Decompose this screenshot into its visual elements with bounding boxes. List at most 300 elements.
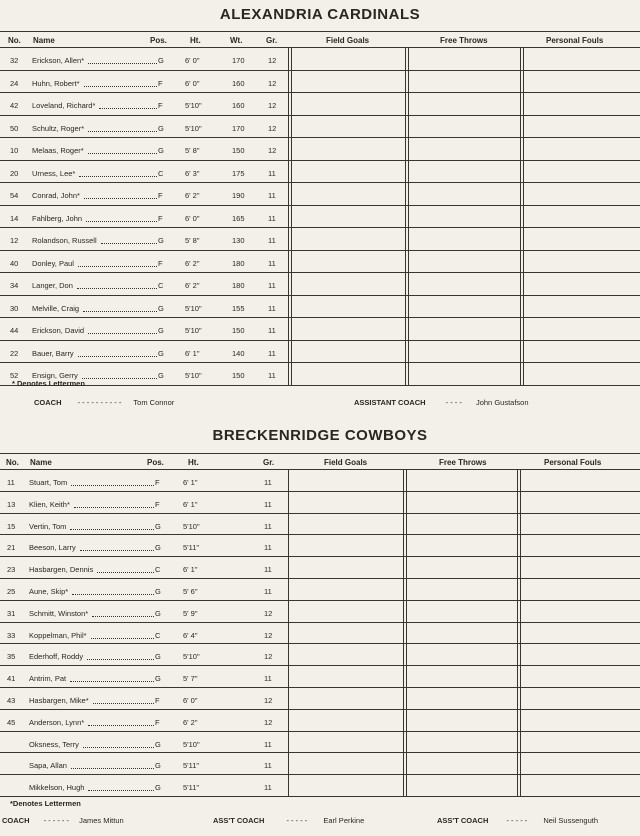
header-name: Name [33, 36, 55, 45]
coach-label: COACH [34, 398, 62, 407]
player-number: 13 [7, 499, 16, 509]
leader-underscores [72, 594, 154, 595]
column-divider [291, 93, 292, 116]
player-position: G [158, 123, 164, 133]
column-divider [520, 753, 521, 775]
player-height: 6' 2" [185, 191, 200, 200]
column-divider [291, 228, 292, 251]
player-position: F [155, 478, 160, 487]
table-row [0, 688, 640, 710]
player-position: G [155, 761, 161, 771]
lettermen-note-breckenridge: *Denotes Lettermen [10, 799, 81, 808]
column-divider [406, 666, 407, 688]
column-divider [288, 644, 289, 666]
player-position: F [155, 695, 160, 705]
table-row [0, 183, 640, 206]
player-grade: 12 [264, 652, 273, 662]
leader-underscores [97, 572, 154, 573]
player-weight: 170 [232, 123, 245, 133]
header-free-throws: Free Throws [440, 36, 488, 45]
player-height: 5'10" [183, 652, 200, 662]
column-divider [520, 363, 521, 386]
player-name: Erickson, Allen* [32, 56, 85, 65]
player-grade: 12 [268, 123, 277, 133]
leader-underscores [92, 616, 154, 617]
column-divider [517, 753, 518, 775]
player-name: Koppelman, Phil* [29, 630, 87, 640]
alexandria-player-rows [0, 48, 640, 386]
column-divider [405, 228, 406, 251]
player-height: 5' 8" [185, 236, 200, 245]
player-height: 5'10" [185, 101, 202, 110]
leader-underscores [86, 221, 157, 222]
column-divider [520, 644, 521, 666]
player-number: 50 [10, 123, 19, 133]
column-divider [408, 138, 409, 161]
column-divider [517, 732, 518, 754]
player-position: G [155, 521, 161, 531]
column-divider [517, 666, 518, 688]
player-position: F [158, 213, 163, 223]
player-position: G [158, 146, 164, 155]
leader-underscores [77, 288, 157, 289]
player-name: Klien, Keith* [29, 499, 70, 509]
table-row [0, 363, 640, 386]
player-height: 6' 2" [185, 258, 200, 268]
player-number: 43 [7, 695, 16, 705]
player-name: Langer, Don [32, 281, 73, 290]
column-divider [520, 206, 521, 229]
column-divider [408, 318, 409, 341]
player-position: G [158, 303, 164, 313]
column-divider [291, 341, 292, 364]
table-row [0, 601, 640, 623]
column-divider [520, 296, 521, 319]
player-grade: 11 [264, 565, 272, 575]
player-grade: 12 [264, 608, 273, 618]
column-divider [291, 363, 292, 386]
column-divider [520, 161, 521, 184]
column-divider [288, 601, 289, 623]
player-position: C [158, 168, 164, 178]
column-divider [408, 48, 409, 71]
column-divider [517, 623, 518, 645]
column-divider [288, 492, 289, 514]
player-height: 5' 9" [183, 608, 198, 618]
player-height: 5' 7" [183, 674, 198, 684]
column-divider [288, 623, 289, 645]
column-divider [405, 273, 406, 296]
header-ht: Ht. [190, 36, 201, 45]
player-name: Beeson, Larry [29, 543, 76, 553]
column-divider [291, 138, 292, 161]
leader-underscores [79, 176, 157, 177]
player-grade: 11 [268, 191, 276, 200]
player-height: 5' 8" [185, 146, 200, 155]
breckenridge-roster-table [0, 455, 640, 797]
column-divider [520, 341, 521, 364]
column-divider [520, 535, 521, 557]
column-divider [517, 492, 518, 514]
column-divider [520, 251, 521, 274]
player-height: 5'10" [185, 326, 202, 335]
column-divider [403, 732, 404, 754]
player-name: Antrim, Pat [29, 674, 67, 684]
column-divider [291, 206, 292, 229]
column-divider [517, 579, 518, 601]
column-divider [405, 318, 406, 341]
column-divider [520, 688, 521, 710]
column-divider [408, 206, 409, 229]
player-name: Schmitt, Winston* [29, 608, 89, 618]
player-grade: 12 [268, 146, 277, 155]
coach-label-2: COACH [2, 816, 30, 825]
player-height: 6' 1" [183, 478, 198, 487]
column-divider [523, 138, 524, 161]
player-height: 6' 3" [185, 168, 200, 178]
column-divider [291, 251, 292, 274]
column-divider [291, 161, 292, 184]
player-weight: 160 [232, 101, 245, 110]
column-divider [288, 363, 289, 386]
column-divider [288, 228, 289, 251]
player-number: 25 [7, 586, 16, 596]
column-divider [520, 579, 521, 601]
column-divider [520, 666, 521, 688]
alexandria-roster-table [0, 33, 640, 386]
header-free-throws-2: Free Throws [439, 458, 487, 467]
team-title-breckenridge: BRECKENRIDGE COWBOYS [212, 427, 428, 444]
player-height: 6' 0" [185, 56, 200, 65]
player-name: Melville, Craig [32, 303, 80, 313]
column-divider [408, 93, 409, 116]
column-divider [288, 775, 289, 797]
column-divider [523, 273, 524, 296]
player-grade: 12 [264, 630, 273, 640]
column-divider [288, 93, 289, 116]
player-grade: 11 [264, 739, 272, 749]
column-divider [288, 579, 289, 601]
table-row [0, 557, 640, 579]
header-personal-fouls: Personal Fouls [546, 36, 604, 45]
player-position: C [158, 281, 164, 290]
column-divider [523, 93, 524, 116]
player-name: Huhn, Robert* [32, 78, 80, 88]
header-top-rule [0, 31, 640, 32]
player-number: 52 [10, 371, 19, 380]
column-divider [520, 732, 521, 754]
player-name: Anderson, Lynn* [29, 717, 85, 727]
column-divider [288, 71, 289, 94]
table-row [0, 341, 640, 364]
column-divider [523, 71, 524, 94]
player-weight: 165 [232, 213, 245, 223]
leader-underscores [88, 131, 157, 132]
player-position: C [155, 630, 161, 640]
column-divider [517, 514, 518, 536]
column-divider [517, 557, 518, 579]
column-divider [517, 470, 518, 492]
column-divider [405, 296, 406, 319]
player-position: G [155, 739, 161, 749]
leader-underscores [99, 108, 157, 109]
leader-underscores [74, 507, 154, 508]
player-grade: 11 [268, 371, 276, 380]
player-number: 10 [10, 146, 19, 155]
column-divider [517, 535, 518, 557]
player-grade: 11 [264, 478, 272, 487]
player-height: 6' 4" [183, 630, 198, 640]
column-divider [291, 71, 292, 94]
player-weight: 180 [232, 258, 245, 268]
player-name: Loveland, Richard* [32, 101, 96, 110]
header-name-2: Name [30, 458, 52, 467]
player-position: G [155, 652, 161, 662]
header-no-2: No. [6, 458, 19, 467]
column-divider [403, 688, 404, 710]
column-divider [520, 775, 521, 797]
roster-header-2 [0, 455, 640, 469]
player-grade: 11 [264, 521, 272, 531]
column-divider [520, 138, 521, 161]
player-position: G [158, 56, 164, 65]
column-divider [403, 579, 404, 601]
table-row [0, 273, 640, 296]
header-gr: Gr. [266, 36, 278, 45]
column-divider [408, 363, 409, 386]
player-weight: 150 [232, 326, 245, 335]
leader-underscores [78, 266, 157, 267]
player-number: 40 [10, 258, 19, 268]
player-name: Ensign, Gerry [32, 371, 78, 380]
leader-underscores [82, 378, 157, 379]
player-height: 5'11" [183, 761, 200, 771]
player-name: Oksness, Terry [29, 739, 79, 749]
leader-underscores [70, 529, 154, 530]
player-grade: 11 [268, 326, 276, 335]
breckenridge-asst-coach-line-2 [437, 816, 598, 825]
column-divider [288, 138, 289, 161]
column-divider [406, 557, 407, 579]
table-row [0, 318, 640, 341]
breckenridge-coach-line [2, 816, 124, 825]
table-row [0, 251, 640, 274]
column-divider [408, 341, 409, 364]
player-height: 5'10" [183, 739, 200, 749]
column-divider [520, 557, 521, 579]
player-number: 22 [10, 348, 19, 358]
asst-coach-dashes-2: - - - - - [506, 816, 528, 825]
column-divider [406, 644, 407, 666]
column-divider [406, 732, 407, 754]
player-weight: 190 [232, 191, 245, 200]
player-name: Rolandson, Russell [32, 236, 97, 245]
player-name: Aune, Skip* [29, 586, 69, 596]
header-wt: Wt. [230, 36, 243, 45]
column-divider [523, 251, 524, 274]
player-number: 24 [10, 78, 19, 88]
player-position: G [155, 586, 161, 596]
player-name: Hasbargen, Dennis [29, 565, 94, 575]
column-divider [291, 273, 292, 296]
player-height: 6' 2" [185, 281, 200, 290]
player-position: F [155, 499, 160, 509]
column-divider [406, 470, 407, 492]
player-position: G [155, 608, 161, 618]
table-row [0, 732, 640, 754]
column-divider [288, 116, 289, 139]
player-name: Bauer, Barry [32, 348, 74, 358]
column-divider [520, 93, 521, 116]
header-personal-fouls-2: Personal Fouls [544, 458, 602, 467]
column-divider [408, 116, 409, 139]
player-height: 6' 0" [185, 213, 200, 223]
column-divider [520, 71, 521, 94]
column-divider [517, 775, 518, 797]
column-divider [288, 318, 289, 341]
column-divider [517, 688, 518, 710]
breckenridge-asst-coach-line-1 [213, 816, 364, 825]
player-number: 35 [7, 652, 16, 662]
player-position: G [158, 236, 164, 245]
player-number: 34 [10, 281, 19, 290]
player-name: Ederhoff, Roddy [29, 652, 84, 662]
column-divider [523, 228, 524, 251]
lettermen-note-alexandria: * Denotes Lettermen [12, 379, 85, 388]
column-divider [520, 710, 521, 732]
leader-underscores [88, 790, 154, 791]
column-divider [403, 557, 404, 579]
column-divider [288, 183, 289, 206]
player-grade: 11 [264, 586, 272, 596]
column-divider [520, 601, 521, 623]
column-divider [405, 161, 406, 184]
table-row [0, 206, 640, 229]
coach-name-2: James Mittun [79, 816, 124, 825]
column-divider [523, 318, 524, 341]
header-pos-2: Pos. [147, 458, 164, 467]
player-position: F [158, 191, 163, 200]
leader-underscores [88, 725, 154, 726]
table-row [0, 296, 640, 319]
player-position: F [158, 101, 163, 110]
column-divider [520, 273, 521, 296]
column-divider [403, 601, 404, 623]
column-divider [520, 228, 521, 251]
player-number: 45 [7, 717, 16, 727]
player-position: F [158, 258, 163, 268]
player-grade: 11 [264, 761, 272, 771]
column-divider [405, 206, 406, 229]
player-position: G [155, 783, 161, 793]
player-height: 6' 0" [183, 695, 198, 705]
assistant-coach-dashes: - - - - [445, 398, 462, 407]
player-grade: 11 [268, 348, 276, 358]
leader-underscores [83, 747, 154, 748]
player-number: 15 [7, 521, 16, 531]
leader-underscores [71, 485, 154, 486]
column-divider [408, 183, 409, 206]
player-name: Vertin, Tom [29, 521, 67, 531]
column-divider [408, 296, 409, 319]
asst-coach-label-1: ASS'T COACH [213, 816, 265, 825]
table-row [0, 623, 640, 645]
player-weight: 150 [232, 146, 245, 155]
table-row [0, 93, 640, 116]
player-position: F [158, 78, 163, 88]
player-weight: 175 [232, 168, 245, 178]
column-divider [288, 341, 289, 364]
asst-coach-name-2: Neil Sussenguth [543, 816, 599, 825]
player-height: 6' 1" [185, 348, 200, 358]
player-grade: 11 [268, 303, 276, 313]
column-divider [403, 644, 404, 666]
column-divider [403, 775, 404, 797]
player-height: 5'10" [185, 371, 202, 380]
header-field-goals-2: Field Goals [324, 458, 368, 467]
column-divider [288, 514, 289, 536]
leader-underscores [88, 63, 157, 64]
roster-header [0, 33, 640, 47]
player-weight: 160 [232, 78, 245, 88]
coach-name: Tom Connor [133, 398, 175, 407]
column-divider [291, 116, 292, 139]
alexandria-assistant-coach-line [354, 398, 529, 407]
player-position: G [155, 543, 161, 553]
column-divider [291, 48, 292, 71]
table-row [0, 666, 640, 688]
player-weight: 140 [232, 348, 245, 358]
column-divider [408, 251, 409, 274]
table-row [0, 775, 640, 797]
player-weight: 180 [232, 281, 245, 290]
column-divider [288, 666, 289, 688]
player-number: 44 [10, 326, 19, 335]
player-height: 5'10" [185, 303, 202, 313]
column-divider [288, 688, 289, 710]
player-position: C [155, 565, 161, 575]
player-weight: 155 [232, 303, 245, 313]
player-height: 6' 2" [183, 717, 198, 727]
header-gr-2: Gr. [263, 458, 275, 467]
column-divider [408, 273, 409, 296]
alexandria-coach-line [34, 398, 174, 407]
column-divider [406, 601, 407, 623]
column-divider [523, 341, 524, 364]
column-divider [403, 753, 404, 775]
column-divider [406, 710, 407, 732]
column-divider [288, 710, 289, 732]
column-divider [403, 492, 404, 514]
table-row [0, 116, 640, 139]
column-divider [523, 161, 524, 184]
leader-underscores [101, 243, 157, 244]
column-divider [523, 48, 524, 71]
column-divider [523, 296, 524, 319]
player-grade: 11 [268, 213, 276, 223]
player-position: G [155, 674, 161, 684]
coach-dashes-2: - - - - - - [43, 816, 69, 825]
player-weight: 170 [232, 56, 245, 65]
player-number: 41 [7, 674, 16, 684]
column-divider [408, 71, 409, 94]
column-divider [517, 710, 518, 732]
player-number: 12 [10, 236, 19, 245]
leader-underscores [80, 550, 154, 551]
column-divider [406, 514, 407, 536]
column-divider [517, 644, 518, 666]
column-divider [406, 579, 407, 601]
